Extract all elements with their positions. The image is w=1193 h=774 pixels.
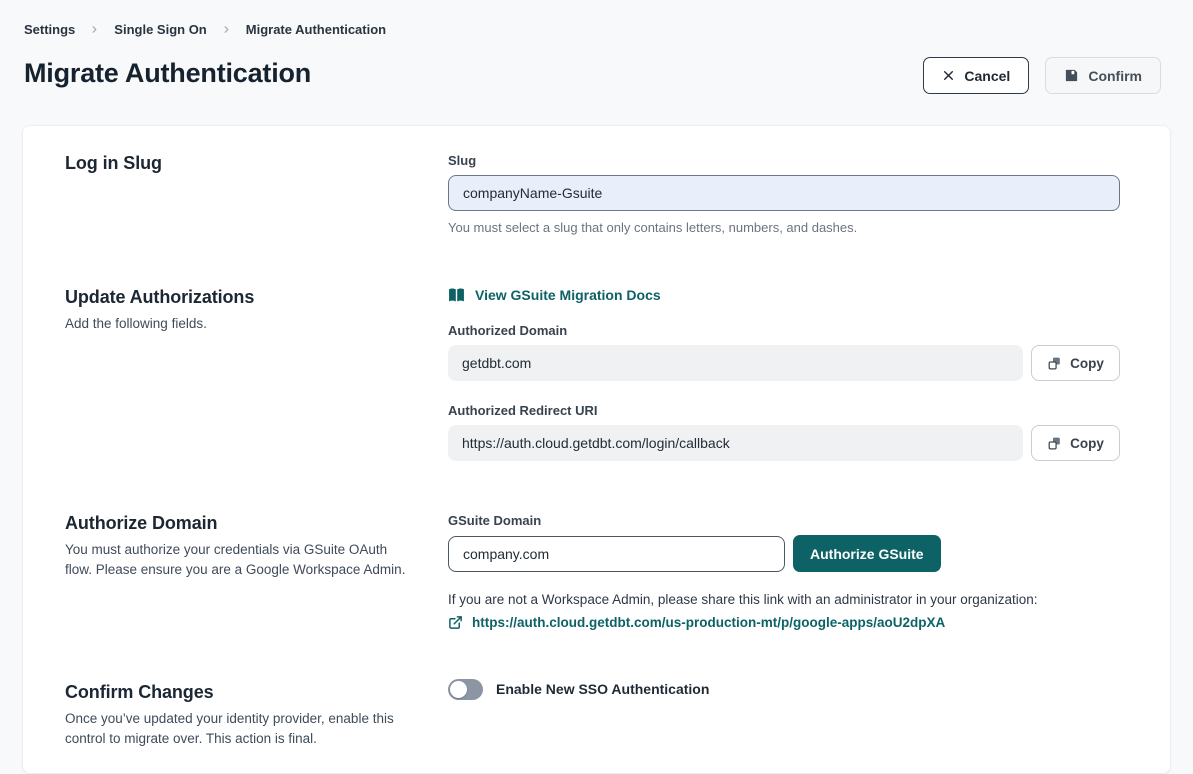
authorized-domain-label: Authorized Domain <box>448 323 568 338</box>
authorize-domain-description: You must authorize your credentials via GSuite OAuth flow. Please ensure you are a Google Workspace Admin. <box>65 542 406 578</box>
close-icon <box>942 69 955 82</box>
confirm-button[interactable] <box>1045 57 1161 94</box>
gsuite-domain-input[interactable] <box>448 536 785 572</box>
copy-icon <box>1047 356 1062 371</box>
save-icon <box>1064 68 1079 83</box>
enable-sso-toggle[interactable] <box>448 679 483 700</box>
copy-button-label: Copy <box>1070 355 1104 371</box>
authorized-redirect-uri-value: https://auth.cloud.getdbt.com/login/callback <box>448 425 1023 461</box>
breadcrumb-single-sign-on[interactable]: Single Sign On <box>114 22 207 37</box>
gsuite-migration-docs-link-label: View GSuite Migration Docs <box>475 287 661 303</box>
update-authorizations-description: Add the following fields. <box>65 316 207 331</box>
login-slug-heading: Log in Slug <box>65 153 162 173</box>
header-actions <box>923 57 1161 94</box>
confirm-changes-heading: Confirm Changes <box>65 681 214 702</box>
copy-button-label: Copy <box>1070 435 1104 451</box>
breadcrumb-settings[interactable]: Settings <box>24 22 76 37</box>
cancel-button-label: Cancel <box>964 67 1011 84</box>
slug-help-text: You must select a slug that only contains letters, numbers, and dashes. <box>448 220 858 235</box>
section-confirm-changes <box>65 682 1120 750</box>
confirm-button-label: Confirm <box>1088 67 1142 84</box>
external-link-icon <box>448 615 463 630</box>
chevron-right-icon <box>221 24 232 35</box>
page-title: Migrate Authentication <box>24 58 312 88</box>
book-icon <box>448 288 465 303</box>
gsuite-domain-label: GSuite Domain <box>448 513 542 528</box>
section-login-slug <box>65 153 1120 235</box>
enable-sso-toggle-label: Enable New SSO Authentication <box>496 681 710 698</box>
migrate-authentication-card <box>22 125 1171 774</box>
authorized-domain-value: getdbt.com <box>448 345 1023 381</box>
gsuite-migration-docs-link[interactable] <box>448 287 661 303</box>
section-authorize-domain <box>65 513 1120 630</box>
toggle-knob <box>450 681 467 698</box>
breadcrumb-migrate-authentication: Migrate Authentication <box>245 22 387 37</box>
breadcrumb <box>24 22 386 37</box>
slug-label: Slug <box>448 153 477 168</box>
copy-redirect-uri-button[interactable] <box>1031 425 1120 461</box>
workspace-admin-note: If you are not a Workspace Admin, please share this link with an administrator in your organization: <box>448 592 1038 607</box>
section-update-authorizations <box>65 287 1120 461</box>
cancel-button[interactable] <box>923 57 1029 94</box>
authorize-domain-heading: Authorize Domain <box>65 513 218 533</box>
update-authorizations-heading: Update Authorizations <box>65 287 255 307</box>
admin-share-link[interactable]: https://auth.cloud.getdbt.com/us-production-mt/p/google-apps/aoU2dpXA <box>472 614 946 630</box>
slug-input[interactable] <box>448 175 1120 211</box>
authorized-redirect-uri-label: Authorized Redirect URI <box>448 403 598 418</box>
chevron-right-icon <box>89 24 100 35</box>
copy-icon <box>1047 436 1062 451</box>
copy-authorized-domain-button[interactable] <box>1031 345 1120 381</box>
confirm-changes-description: Once you’ve updated your identity provider, enable this control to migrate over. This action is final. <box>65 710 394 746</box>
authorize-gsuite-button[interactable]: Authorize GSuite <box>793 535 941 572</box>
